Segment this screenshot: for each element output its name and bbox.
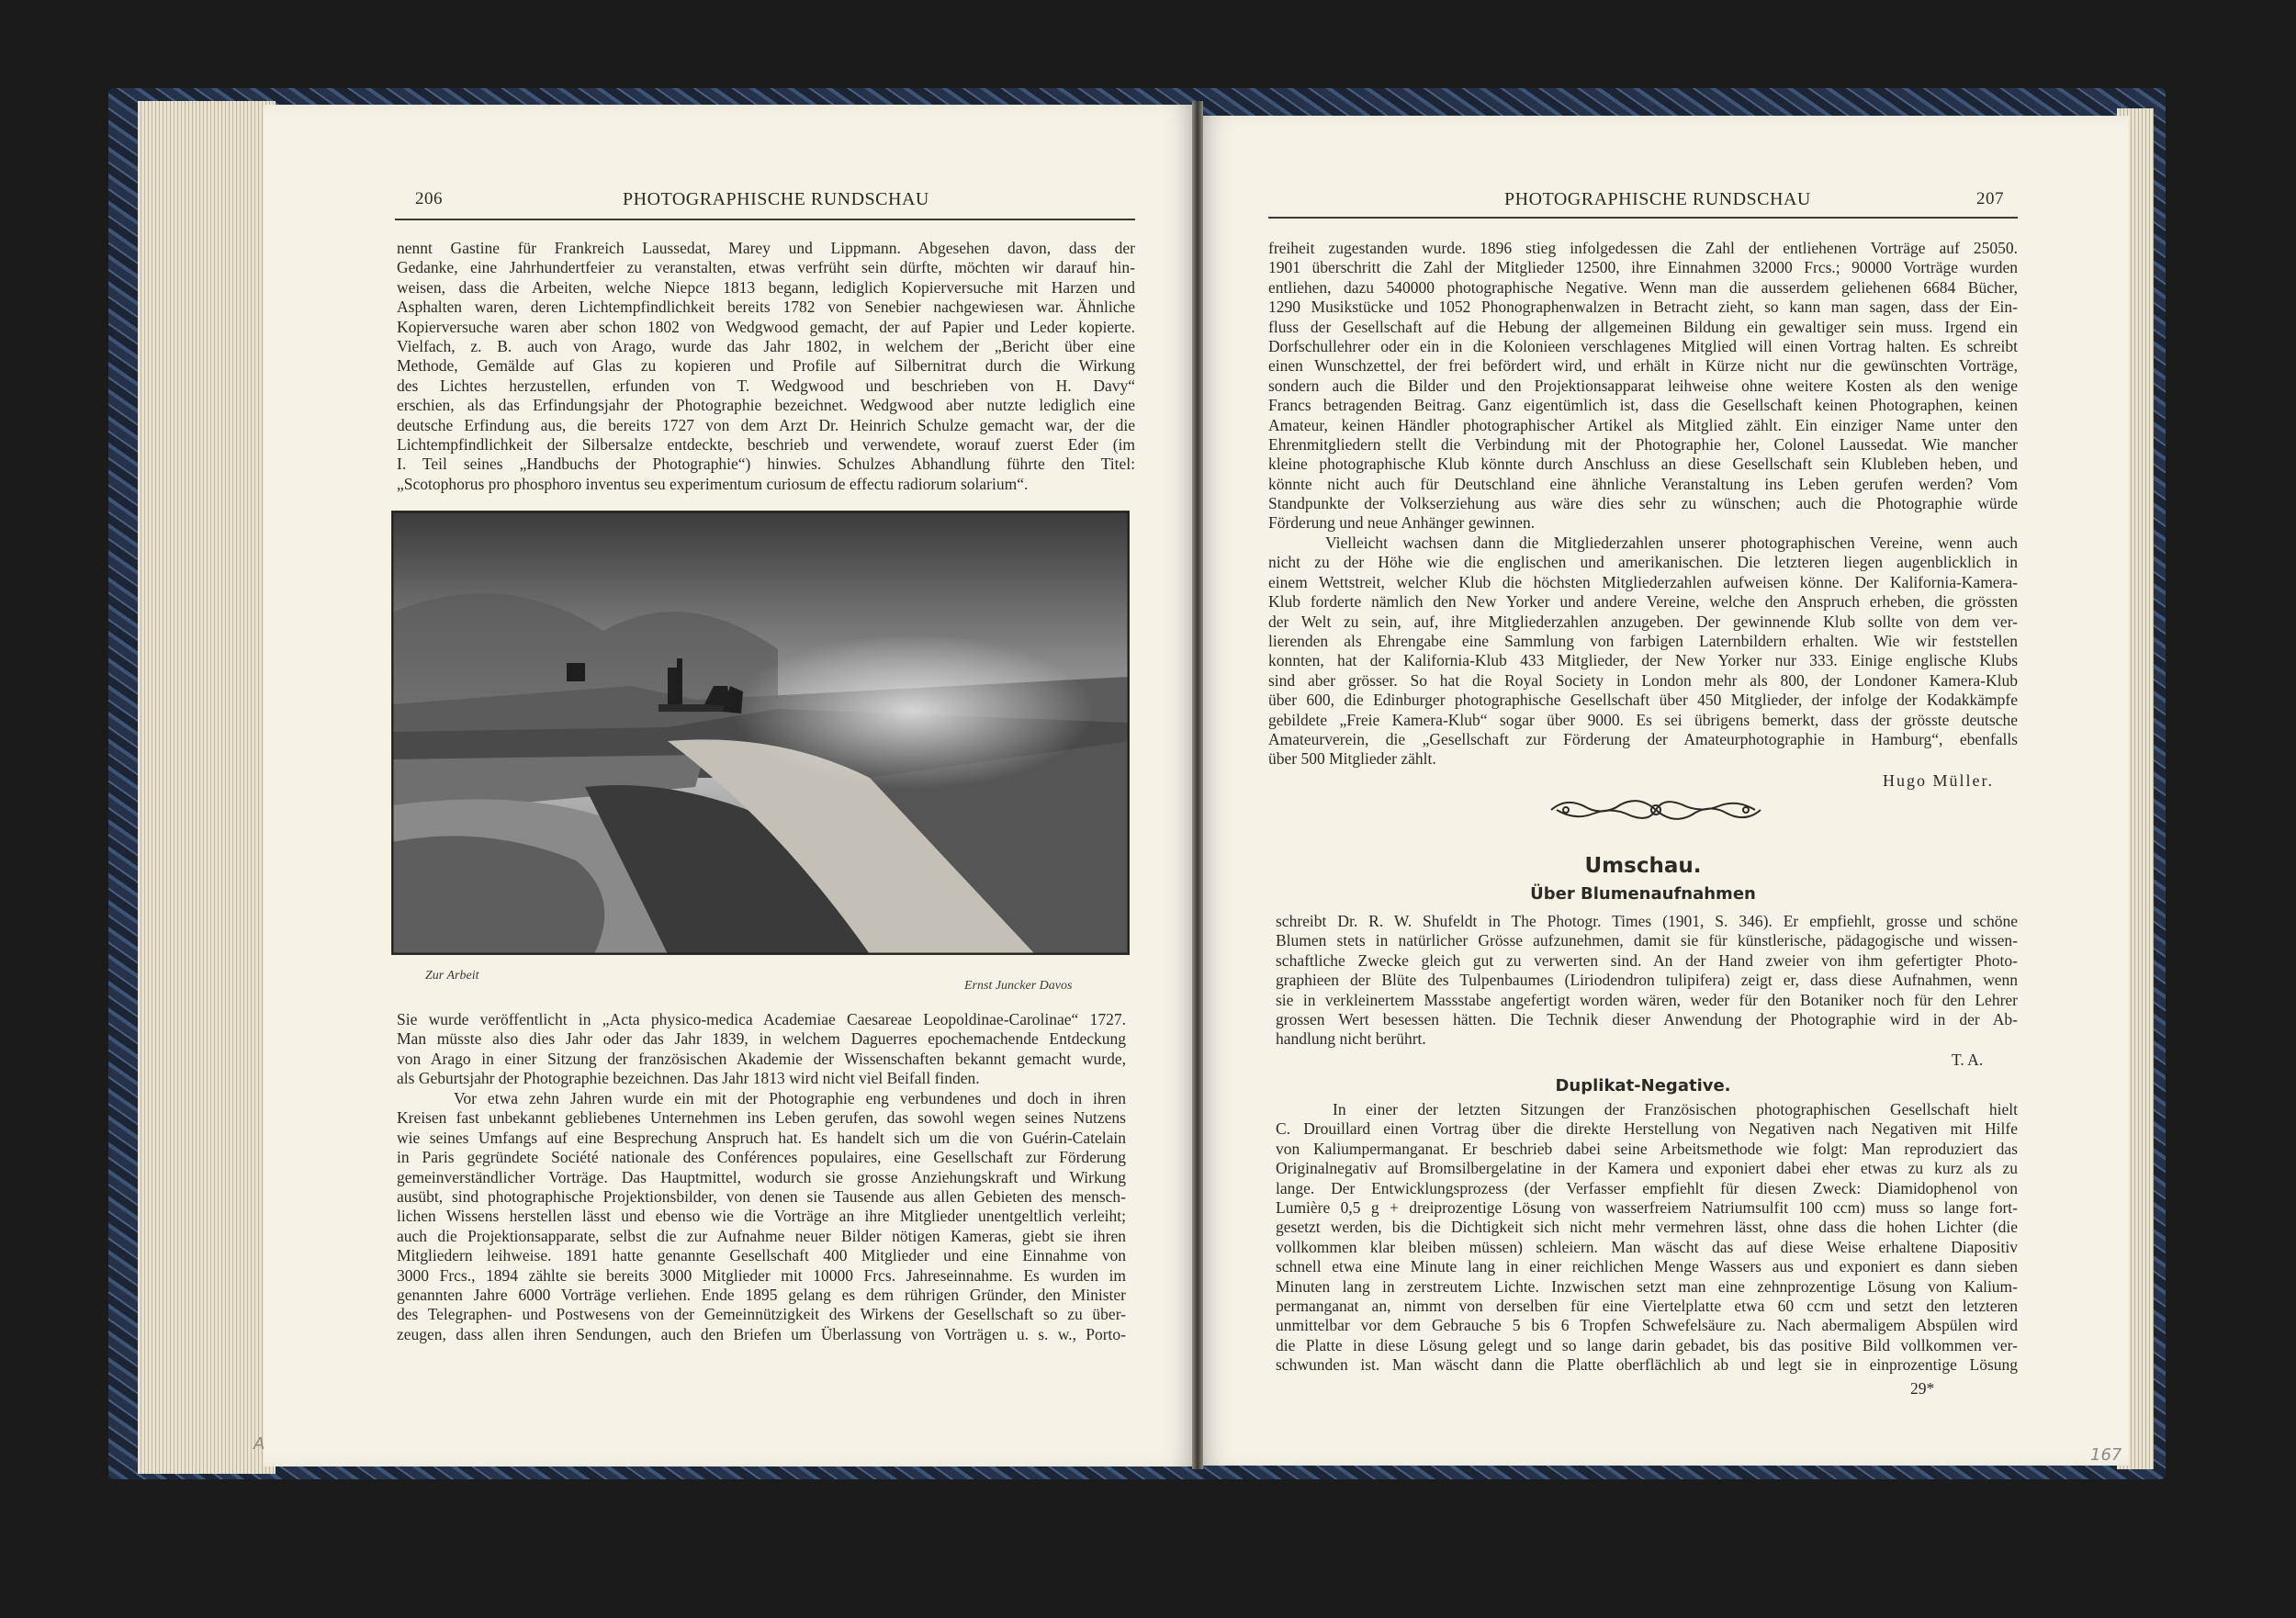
- text-line: lichen Wissens herstellen lässt und ebenso wie die Vorträge an ihre Mitglieder unentgeltlich verleiht;: [397, 1207, 1126, 1226]
- subsection-title-blumenaufnahmen: Über Blumenaufnahmen: [1530, 884, 1756, 904]
- left-paragraph-bottom-2: [397, 1089, 1126, 1344]
- text-line: zeugen, dass allen ihren Sendungen, auch den Briefen um Überlassung von Vorträgen u. s. w., Porto-: [397, 1324, 1126, 1343]
- text-line: weisen, dass die Arbeiten, welche Niepce 1813 begann, lediglich Kopierversuche mit Harzen und: [397, 277, 1135, 297]
- text-line: „Scotophorus pro phosphoro inventus seu experimentum curiosum de effectu radiorum solarium“.: [397, 474, 1029, 493]
- text-line: Amateur, keinen Händler photographischer Artikel als Mitglied zählt. Ein einziger Name unter den: [1268, 415, 2018, 434]
- subsection-text-duplikat-negative: [1276, 1100, 2018, 1375]
- text-line: von Kaliumpermanganat. Er beschrieb dabei seine Arbeitsmethode wie folgt: Man reproduziert das: [1276, 1139, 2018, 1158]
- text-line: sondern auch die Bilder und den Projektionsapparat leihweise ohne weitere Kosten als den wenige: [1268, 376, 2018, 395]
- text-line: des Lichtes herzustellen, erfunden von T. Wedgwood und beschrieben von H. Davy“: [397, 376, 1135, 395]
- text-line: einem Wettstreit, welcher Klub die höchsten Mitgliederzahlen aufweisen könne. Der Kalifornia-Kamera-: [1268, 572, 2018, 591]
- text-line: graphieen der Blüte des Tulpenbaumes (Liriodendron tulipifera) zeigt er, dass diese Aufnahmen, wenn: [1276, 971, 2018, 990]
- page-number-right: 207: [1976, 189, 2004, 208]
- signature-ta: T. A.: [1952, 1051, 1984, 1069]
- text-line: lange. Der Entwicklungsprozess (der Verfasser empfiehlt für diesen Zweck: Diamidophenol von: [1276, 1178, 2018, 1197]
- text-line: Originalnegativ auf Bromsilbergelatine in der Kamera und exponiert dabei eher etwas zu kurz als zu: [1276, 1159, 2018, 1178]
- text-line: Asphalten waren, deren Lichtempfindlichkeit bereits 1782 von Senebier nachgewiesen war. Ähnliche: [397, 298, 1135, 317]
- text-line: nennt Gastine für Frankreich Laussedat, Marey und Lippmann. Abgesehen davon, dass der: [397, 239, 1135, 257]
- text-line: in Paris gegründete Société nationale des Conférences populaires, eine Gesellschaft zur Förderung: [397, 1148, 1126, 1167]
- text-line: des Telegraphen- und Postwesens von der Gemeinnützigkeit des Wirkens der Gesellschaft so zu über-: [397, 1305, 1126, 1324]
- text-line: Kreisen fast unbekannt gebliebenes Unternehmen ins Leben gerufen, das sowohl wegen seines Nutzens: [397, 1108, 1126, 1128]
- text-line: Amateurverein, die „Gesellschaft zur Förderung der Amateurphotographie in Hamburg“, ebenfalls: [1268, 729, 2018, 748]
- section-title-umschau: Umschau.: [1584, 854, 1702, 878]
- text-line: gebildete „Freie Kamera-Klub“ sogar über 9000. Es sei übrigens bemerkt, dass der grösste deutsche: [1268, 710, 2018, 729]
- text-line: von Arago in einer Sitzung der französischen Akademie der Wissenschaften bekannt gemacht wurde,: [397, 1049, 1126, 1068]
- text-line: Vielleicht wachsen dann die Mitgliederzahlen unserer photographischen Vereine, wenn auch: [1325, 534, 2018, 552]
- text-line: Standpunkte der Volkserziehung aus wäre dies sehr zu wünschen; auch die Photographie würde: [1268, 494, 2018, 513]
- text-line: permanganat an, nimmt von derselben für eine Viertelplatte etwa 60 ccm und setzt den letzteren: [1276, 1296, 2018, 1315]
- text-line: 1290 Musikstücke und 1052 Phonographenwalzen in Betracht zieht, so kann man sagen, dass der Ein-: [1268, 298, 2018, 317]
- text-line: Sie wurde veröffentlicht in „Acta physico-medica Academiae Caesareae Leopoldinae-Carolinae“ 1727.: [397, 1010, 1126, 1028]
- text-line: ausübt, sind photographische Projektionsbilder, von denen sie Tausende aus allen Gebieten des mensch-: [397, 1186, 1126, 1206]
- text-line: Mitgliedern leihweise. 1891 hatte genannte Gesellschaft 400 Mitglieder und eine Einnahme von: [397, 1246, 1126, 1265]
- page-number-left: 206: [415, 189, 443, 208]
- text-line: C. Drouillard einen Vortrag über die direkte Herstellung von Negativen nach Negativen mit Hilfe: [1276, 1119, 2018, 1139]
- text-line: Vor etwa zehn Jahren wurde ein mit der Photographie eng verbundenes und doch in ihren: [454, 1089, 1126, 1107]
- signature-hugo-mueller: Hugo Müller.: [1883, 771, 1994, 790]
- photograph-zur-arbeit: [391, 511, 1130, 955]
- text-line: grossen Wert besessen hätten. Die Technik dieser Anwendung der Photographie wird in der Ab-: [1276, 1009, 2018, 1028]
- text-line: 3000 Frcs., 1894 zählte sie bereits 3000 Mitglieder mit 10000 Frcs. Jahreseinnahme. Es wurden im: [397, 1265, 1126, 1285]
- text-line: Ehrenmitgliedern stellt die Verbindung mit der Photographie her, Colonel Laussedat. Wie mancher: [1268, 434, 2018, 454]
- text-line: genannten Jahre 6000 Vorträge verliehen. Ende 1895 gelang es dem rührigen Gründer, den Minister: [397, 1285, 1126, 1304]
- photo-landscape-image: [392, 511, 1129, 954]
- text-line: freiheit zugestanden wurde. 1896 stieg infolgedessen die Zahl der entliehenen Vorträge auf 25050.: [1268, 239, 2018, 257]
- text-line: schreibt Dr. R. W. Shufeldt in The Photogr. Times (1901, S. 346). Er empfiehlt, grosse und schöne: [1276, 912, 2018, 930]
- subsection-text-blumenaufnahmen: [1276, 912, 2018, 1050]
- text-line: vollkommen klar bleiben müssen) schleiern. Man wäscht das auf diese Weise erhaltene Diapositiv: [1276, 1237, 2018, 1256]
- text-line: entliehen, dazu 540000 photographische Negative. Wenn man die ausserdem geliehenen 6684 Bücher,: [1268, 277, 2018, 297]
- text-line: als Geburtsjahr der Photographie bezeichnen. Das Jahr 1813 wird nicht viel Beifall finden.: [397, 1069, 980, 1088]
- text-line: über 600, die Edinburger photographische Gesellschaft über 450 Mitglieder, der infolge der Kodakkämpfe: [1268, 691, 2018, 710]
- text-line: Förderung und neue Anhänger gewinnen.: [1268, 513, 1536, 533]
- text-line: Francs betragenden Beitrag. Ganz eigentümlich ist, dass die Gesellschaft keinen Photographen, keinen: [1268, 396, 2018, 415]
- text-line: über 500 Mitglieder zählt.: [1268, 749, 1436, 769]
- text-line: schnell etwa eine Minute lang in einer reichlichen Menge Wassers aus und exponiert es dann sieben: [1276, 1257, 2018, 1276]
- photo-caption-credit: Ernst Juncker Davos: [964, 979, 1073, 993]
- text-line: die Platte in diese Lösung gelegt und so lange darin gebadet, bis das positive Bild vollkommen ver-: [1276, 1335, 2018, 1354]
- text-line: der Welt zu sein, auf, ihre Mitgliederzahlen anzugeben. Der gewinnende Klub sollte von dem ver-: [1268, 612, 2018, 631]
- text-line: kleine photographische Klub könnte durch Anschluss an diese Gesellschaft sein Klubleben heben, und: [1268, 455, 2018, 474]
- text-line: wie seines Umfangs auf eine Besprechung Anspruch hat. Es handelt sich um die von Guérin-Catelain: [397, 1128, 1126, 1147]
- text-line: könnte nicht auch für Deutschland eine ähnliche Veranstaltung ins Leben gerufen werden? Vom: [1268, 474, 2018, 493]
- text-line: konnten, hat der Kalifornia-Klub 433 Mitglieder, der New Yorker nur 333. Einige englische Klubs: [1268, 651, 2018, 670]
- text-line: Lichtempfindlichkeit der Silbersalze entdeckte, beschrieb und verwendete, worauf zuerst Eder (im: [397, 434, 1135, 454]
- text-line: schwunden ist. Man wäscht dann die Platte oberflächlich ab und legt sie in einprozentige Lösung: [1276, 1355, 2018, 1375]
- text-line: fluss der Gesellschaft auf die Hebung der allgemeinen Bildung ein gewaltiger sein muss. Irgend ein: [1268, 317, 2018, 336]
- text-line: deutsche Erfindung aus, die bereits 1727 von dem Arzt Dr. Heinrich Schulze gemacht war, der die: [397, 415, 1135, 434]
- running-head-left: PHOTOGRAPHISCHE RUNDSCHAU: [623, 189, 929, 209]
- pencil-mark-right: 167: [2090, 1445, 2122, 1465]
- text-line: gemeinverständlicher Vorträge. Das Hauptmittel, wodurch sie grosse Anziehungskraft und Wirkung: [397, 1167, 1126, 1186]
- text-line: handlung nicht berührt.: [1276, 1029, 1426, 1049]
- text-line: Minuten lang in zerstreutem Lichte. Inzwischen setzt man eine zehnprozentige Lösung von Kalium-: [1276, 1276, 2018, 1296]
- header-rule-left: [395, 219, 1135, 220]
- signature-mark-29: 29*: [1910, 1379, 1935, 1398]
- text-line: I. Teil seines „Handbuchs der Photographie“) hinwies. Schulzes Abhandlung führte den Titel:: [397, 455, 1135, 474]
- text-line: auch die Projektionsapparate, selbst die zur Aufnahme neuer Bilder nötigen Kameras, giebt sie ihren: [397, 1226, 1126, 1245]
- page-edges-left: [138, 101, 276, 1474]
- text-line: 1901 überschritt die Zahl der Mitglieder 12500, ihre Einnahmen 32000 Frcs.; 90000 Vorträge wurden: [1268, 258, 2018, 277]
- text-line: lierenden als Ehrengabe eine Sammlung von farbigen Laternbildern erhalten. Wie wir feststellen: [1268, 631, 2018, 650]
- text-line: gesetzt werden, bis die Dichtigkeit sich nicht mehr vermehren lässt, ohne dass die hohen Lichter (die: [1276, 1218, 2018, 1237]
- ornament-divider-icon: [1548, 793, 1764, 826]
- text-line: Klub forderte nämlich den New Yorker und andere Vereine, welche den Anspruch erheben, die grössten: [1268, 592, 2018, 612]
- right-paragraph-1: [1268, 239, 2018, 534]
- text-line: In einer der letzten Sitzungen der Französischen photographischen Gesellschaft hielt: [1333, 1100, 2018, 1118]
- book-gutter: [1192, 101, 1203, 1469]
- text-line: Kopierversuche waren aber schon 1802 von Wedgwood gemacht, der auf Papier und Leder kopierte.: [397, 317, 1135, 336]
- text-line: nicht zu der Höhe wie die englischen und amerikanischen. Die letzteren liegen augenblicklich in: [1268, 553, 2018, 572]
- text-line: Gedanke, eine Jahrhundertfeier zu veranstalten, etwas verfrüht sein dürfte, möchten wir darauf hin-: [397, 258, 1135, 277]
- text-line: sie in verkleinertem Massstabe angefertigt worden wären, weder für den Botaniker noch für den Lehrer: [1276, 990, 2018, 1009]
- text-line: Blumen stets in natürlicher Grösse aufzunehmen, damit sie für künstlerische, pädagogische und wissen-: [1276, 931, 2018, 950]
- text-line: erschien, als das Erfindungsjahr der Photographie bezeichnet. Wedgwood aber nutzte lediglich eine: [397, 396, 1135, 415]
- text-line: unmittelbar vor dem Gebrauche 5 bis 6 Tropfen Schwefelsäure zu. Nach abermaligem Abspülen wird: [1276, 1316, 2018, 1335]
- left-paragraph-bottom-1: [397, 1010, 1126, 1089]
- text-line: Vielfach, z. B. auch von Arago, wurde das Jahr 1802, in welchem der „Bericht über eine: [397, 336, 1135, 355]
- text-line: Man müsste also dies Jahr oder das Jahr 1839, in welchem Daguerres epochemachende Entdeckung: [397, 1029, 1126, 1049]
- text-line: Dorfschullehrer oder ein in die Kolonieen verschlagenes Mitglied will einen Vortrag halten. Es schreibt: [1268, 336, 2018, 355]
- pencil-mark-left: A: [253, 1434, 265, 1454]
- text-line: sind aber grösser. So hat die Royal Society in London mehr als 800, der Londoner Kamera-Klub: [1268, 670, 2018, 690]
- photo-caption-title: Zur Arbeit: [425, 969, 479, 983]
- text-line: Methode, Gemälde auf Glas zu kopieren und Profile auf Silbernitrat durch die Wirkung: [397, 356, 1135, 376]
- text-line: Lumière 0,5 g + dreiprozentige Lösung von wasserfreiem Natriumsulfit 100 ccm) muss so lange fort-: [1276, 1197, 2018, 1217]
- header-rule-right: [1268, 217, 2018, 219]
- running-head-right: PHOTOGRAPHISCHE RUNDSCHAU: [1504, 189, 1811, 209]
- left-paragraph-top: [397, 239, 1135, 494]
- subsection-title-duplikat-negative: Duplikat-Negative.: [1555, 1076, 1731, 1096]
- text-line: schaftliche Zwecke gleich gut zu verwerten sind. An der Hand zweier von ihm gefertigter Photo-: [1276, 950, 2018, 970]
- text-line: einen Wunschzettel, der frei befördert wird, und erhält in Kürze nicht nur die gewünschten Vorträge,: [1268, 356, 2018, 376]
- right-paragraph-2: [1268, 534, 2018, 770]
